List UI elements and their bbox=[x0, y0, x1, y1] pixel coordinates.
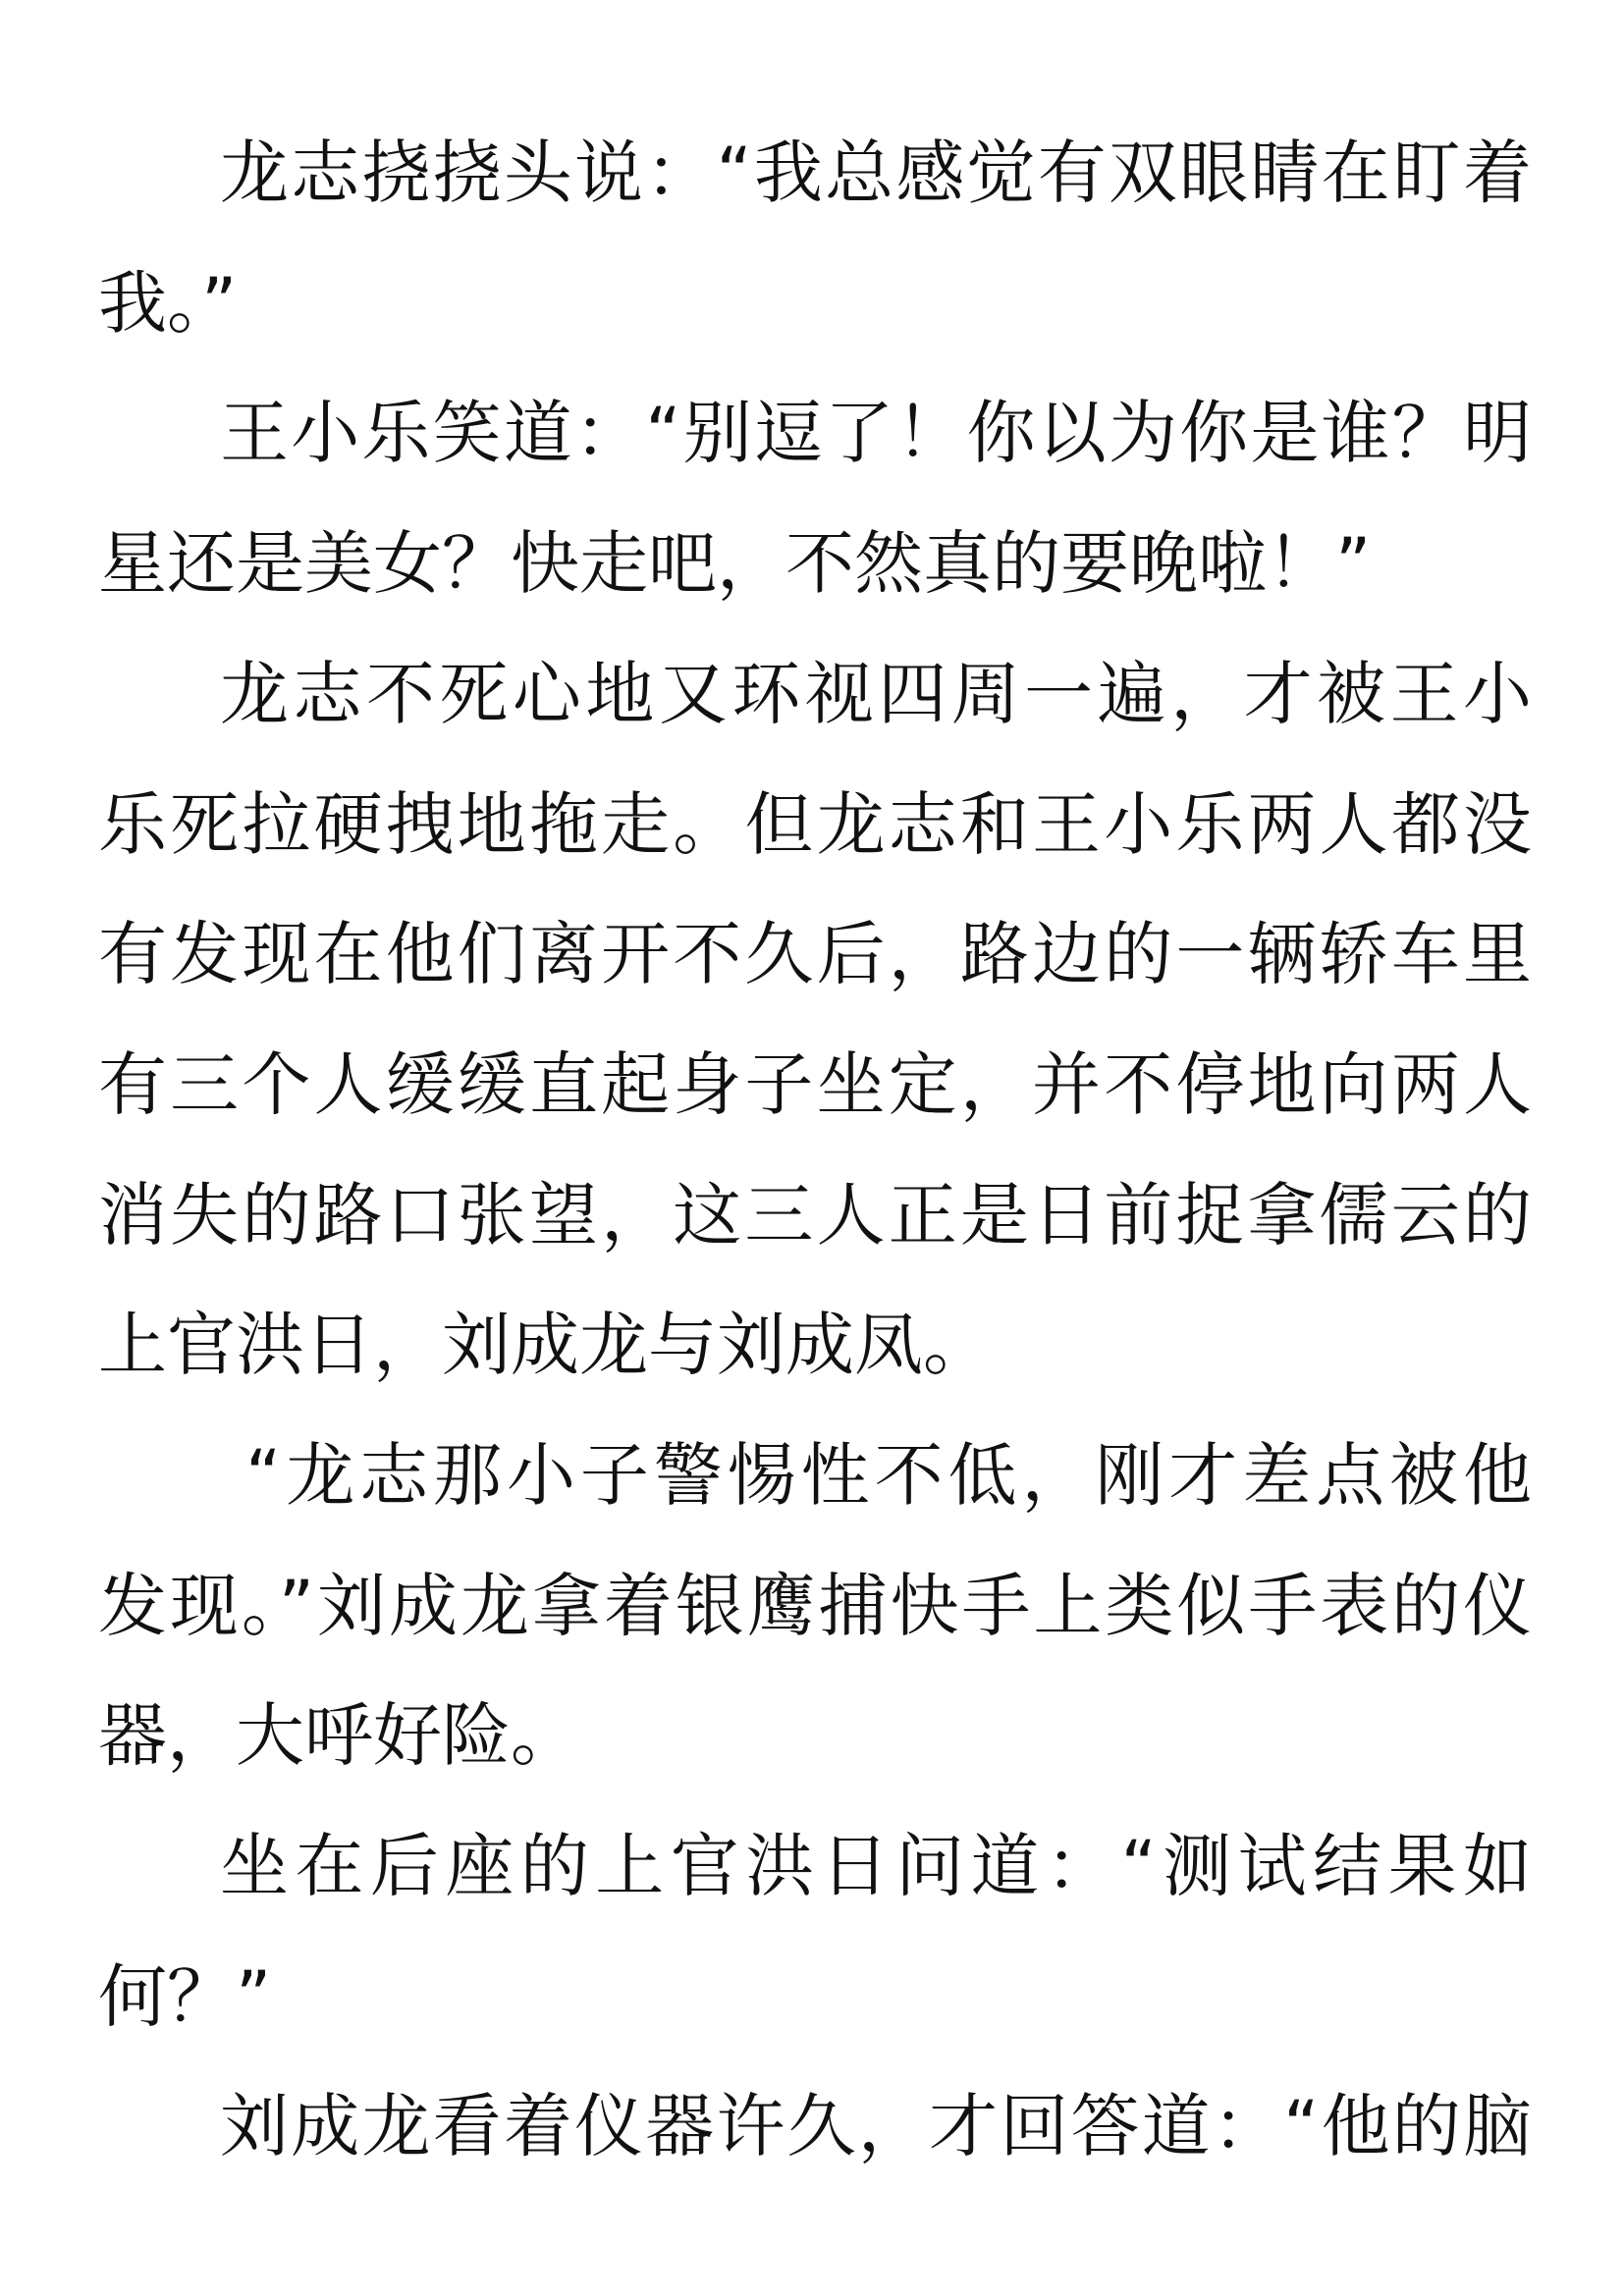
text-line: 星还是美女？快走吧，不然真的要晚啦！” bbox=[98, 523, 1372, 604]
text-line: 我。” bbox=[98, 263, 238, 344]
text-line: “龙志那小子警惕性不低，刚才差点被他 bbox=[245, 1435, 1532, 1516]
text-line: 龙志挠挠头说：“我总感觉有双眼睛在盯着 bbox=[220, 133, 1532, 213]
text-line: 何？” bbox=[98, 1956, 272, 2037]
text-line: 器，大呼好险。 bbox=[98, 1695, 579, 1776]
text-line: 龙志不死心地又环视四周一遍，才被王小 bbox=[220, 654, 1532, 734]
text-line: 有三个人缓缓直起身子坐定，并不停地向两人 bbox=[98, 1044, 1532, 1125]
text-line: 发现。”刘成龙拿着银鹰捕快手上类似手表的仪 bbox=[98, 1566, 1532, 1646]
text-line: 王小乐笑道：“别逗了！你以为你是谁？明 bbox=[220, 393, 1532, 473]
text-line: 刘成龙看着仪器许久，才回答道：“他的脑 bbox=[220, 2086, 1532, 2166]
text-line: 上官洪日，刘成龙与刘成凤。 bbox=[98, 1305, 992, 1385]
text-line: 坐在后座的上官洪日问道：“测试结果如 bbox=[220, 1826, 1532, 1906]
text-line: 消失的路口张望，这三人正是日前捉拿儒云的 bbox=[98, 1175, 1532, 1255]
text-line: 有发现在他们离开不久后，路边的一辆轿车里 bbox=[98, 914, 1532, 994]
text-line: 乐死拉硬拽地拖走。但龙志和王小乐两人都没 bbox=[98, 784, 1532, 865]
